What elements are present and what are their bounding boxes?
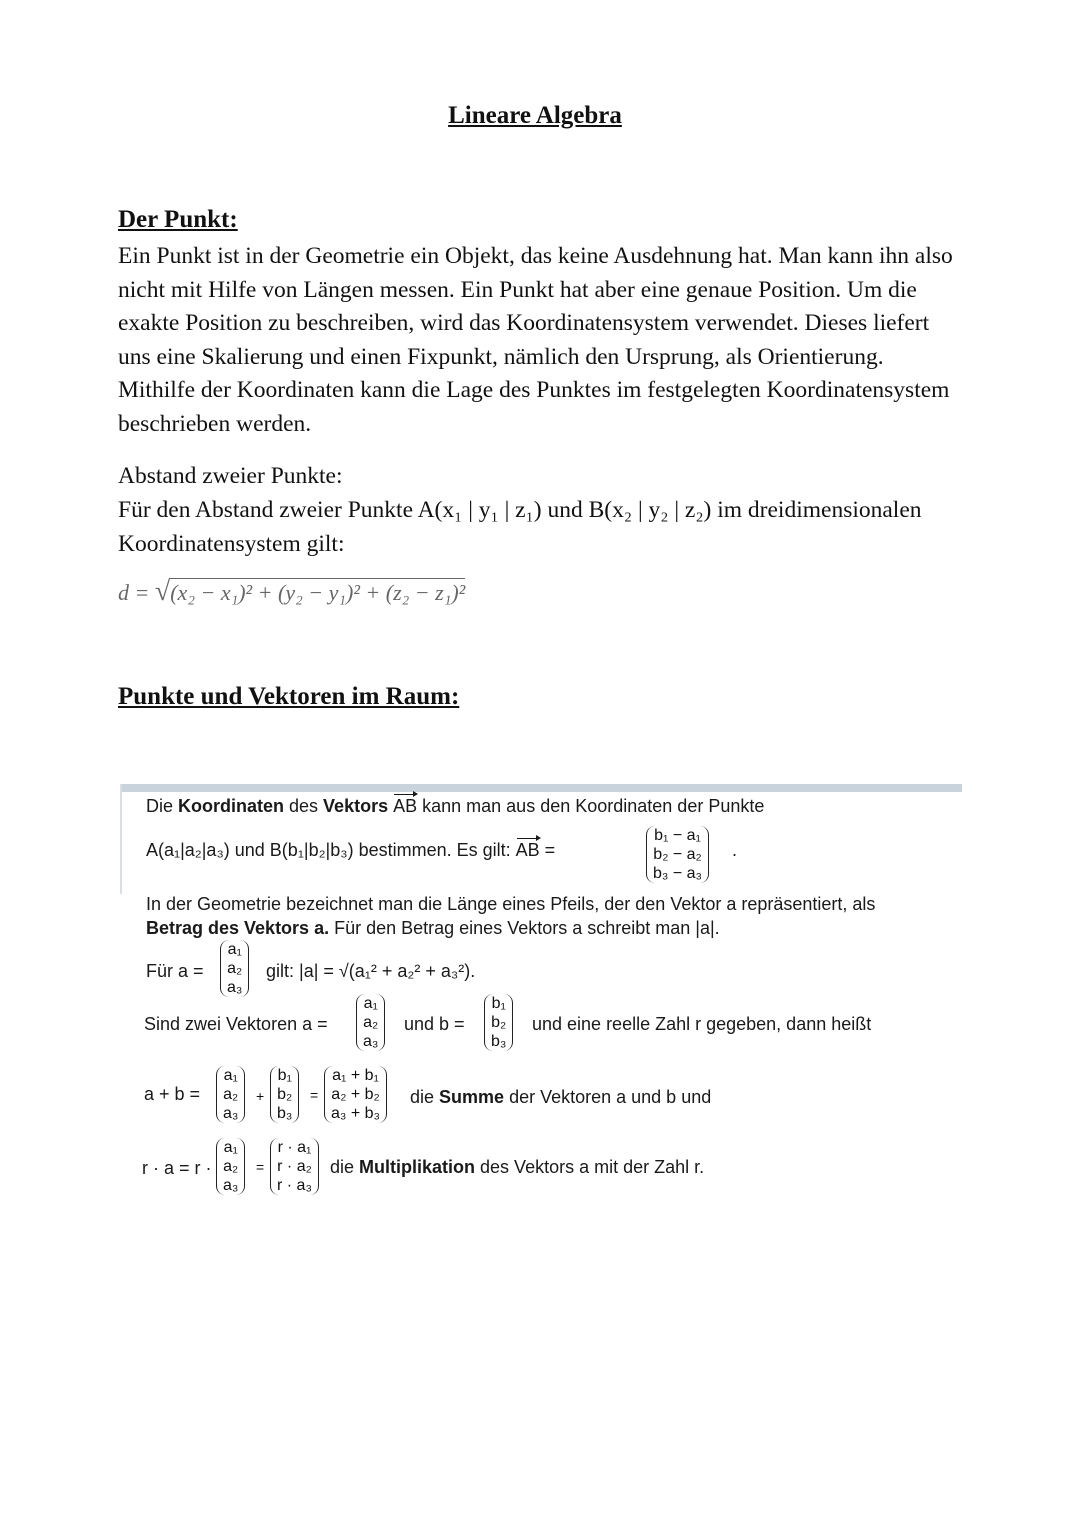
- document-title: Lineare Algebra: [448, 102, 622, 129]
- excerpt-line-2-end: .: [732, 840, 738, 860]
- matrix-mul: r · a₁ r · a₂ r · a₃: [270, 1138, 319, 1195]
- excerpt-line-1: Die Koordinaten des Vektors AB kann man aus den Koordinaten der Punkte: [146, 796, 765, 816]
- heading-punkte-vektoren: Punkte und Vektoren im Raum:: [118, 683, 460, 710]
- sum-plus: +: [256, 1088, 265, 1104]
- excerpt-line-3: In der Geometrie bezeichnet man die Länge eines Pfeils, der den Vektor a repräsentiert, als: [146, 894, 876, 914]
- point-paragraph: Ein Punkt ist in der Geometrie ein Objekt, das keine Ausdehnung hat. Man kann ihn also nicht mit Hilfe von Längen messen. Ein Punkt hat aber eine genaue Position. Um die exakte Position zu beschreiben, wird das Koordinatensystem verwendet. Dieses liefert uns eine Skalierung und einen Fixpunkt, nämlich den Ursprung, als Orientierung. Mithilfe der Koordinaten kann die Lage des Punktes im festgelegten Koordinatensystem beschrieben werden.: [118, 243, 953, 437]
- matrix-a-2: a₁ a₂ a₃: [356, 994, 385, 1051]
- matrix-b-1: b₁ b₂ b₃: [484, 994, 513, 1051]
- vector-ab-label: AB: [393, 796, 418, 816]
- excerpt-line-5a: Für a =: [146, 961, 204, 981]
- excerpt-top-border: [120, 784, 962, 792]
- matrix-a-3: a₁ a₂ a₃: [216, 1066, 245, 1123]
- matrix-sum: a₁ + b₁ a₂ + b₂ a₃ + b₃: [324, 1066, 387, 1123]
- excerpt-line-6a: Sind zwei Vektoren a =: [144, 1014, 328, 1034]
- distance-heading: Abstand zweier Punkte:: [118, 463, 343, 489]
- sum-description: die Summe der Vektoren a und b und: [410, 1087, 712, 1107]
- excerpt-line-6c: und eine reelle Zahl r gegeben, dann heißt: [532, 1014, 872, 1034]
- matrix-a-1: a₁ a₂ a₃: [220, 940, 249, 997]
- textbook-excerpt: [120, 784, 962, 1214]
- excerpt-left-border: [120, 784, 122, 894]
- excerpt-line-4: Betrag des Vektors a. Für den Betrag eines Vektors a schreibt man |a|.: [146, 918, 720, 938]
- mul-lhs: r · a = r ·: [142, 1158, 212, 1178]
- matrix-a-4: a₁ a₂ a₃: [216, 1138, 245, 1195]
- sum-equals: =: [310, 1087, 319, 1103]
- excerpt-line-6b: und b =: [404, 1014, 465, 1034]
- sqrt-icon: √: [154, 576, 171, 607]
- mul-equals: =: [256, 1159, 265, 1175]
- heading-der-punkt: Der Punkt:: [118, 206, 238, 233]
- excerpt-line-5b: gilt: |a| = √(a₁² + a₂² + a₃²).: [266, 961, 476, 981]
- sum-lhs: a + b =: [144, 1084, 201, 1104]
- mul-description: die Multiplikation des Vektors a mit der Zahl r.: [330, 1157, 705, 1177]
- distance-formula: [118, 576, 465, 608]
- excerpt-line-2: A(a₁|a₂|a₃) und B(b₁|b₂|b₃) bestimmen. Es gilt: AB =: [146, 840, 556, 860]
- formula-radicand: (x₂ − x₁)² + (y₂ − y₁)² + (z₂ − z₁)²: [170, 580, 466, 605]
- vector-ab-symbol: AB: [515, 840, 540, 860]
- matrix-ab: b₁ − a₁ b₂ − a₂ b₃ − a₃: [646, 826, 709, 883]
- matrix-b-2: b₁ b₂ b₃: [270, 1066, 299, 1123]
- formula-lhs: d =: [118, 580, 155, 605]
- distance-paragraph: Für den Abstand zweier Punkte A(x₁ | y₁ | z₁) und B(x₂ | y₂ | z₂) im dreidimensionalen Koordinatensystem gilt:: [118, 497, 922, 557]
